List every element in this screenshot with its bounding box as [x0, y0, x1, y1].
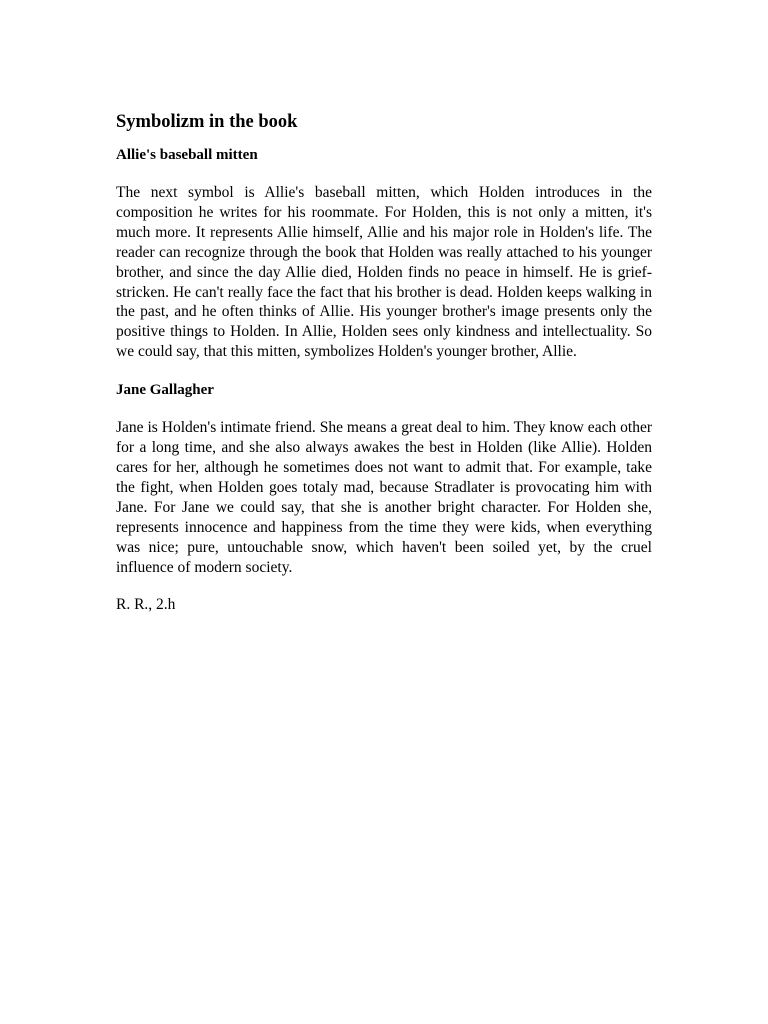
author-signature: R. R., 2.h: [116, 596, 176, 614]
section-heading-jane-gallagher: Jane Gallagher: [116, 382, 214, 399]
document-title: Symbolizm in the book: [116, 112, 298, 132]
section-paragraph-jane-gallagher: Jane is Holden's intimate friend. She means a great deal to him. They know each other for a long time, and she also always awakes the best in Holden (like Allie). Holden cares for her, although he sometimes does not want to admit that. For example, take the fight, when Holden goes totaly mad, because Stradlater is provocating him with Jane. For Jane we could say, that she is another bright character. For Holden she, represents innocence and happiness from the time they were kids, when everything was nice; pure, untouchable snow, which haven't been soiled yet, by the cruel influence of modern society.: [116, 419, 652, 576]
document-body: [116, 108, 652, 615]
section-heading-allies-mitten: Allie's baseball mitten: [116, 147, 258, 163]
section-paragraph-allies-mitten: The next symbol is Allie's baseball mitten, which Holden introduces in the composition he writes for his roommate. For Holden, this is not only a mitten, it's much more. It represents Allie himself, Allie and his major role in Holden's life. The reader can recognize through the book that Holden was really attached to his younger brother, and since the day Allie died, Holden finds no peace in himself. He is grief-stricken. He can't really face the fact that his brother is dead. Holden keeps walking in the past, and he often thinks of Allie. His younger brother's image presents only the positive things to Holden. In Allie, Holden sees only kindness and intellectuality. So we could say, that this mitten, symbolizes Holden's younger brother, Allie.: [116, 184, 652, 361]
